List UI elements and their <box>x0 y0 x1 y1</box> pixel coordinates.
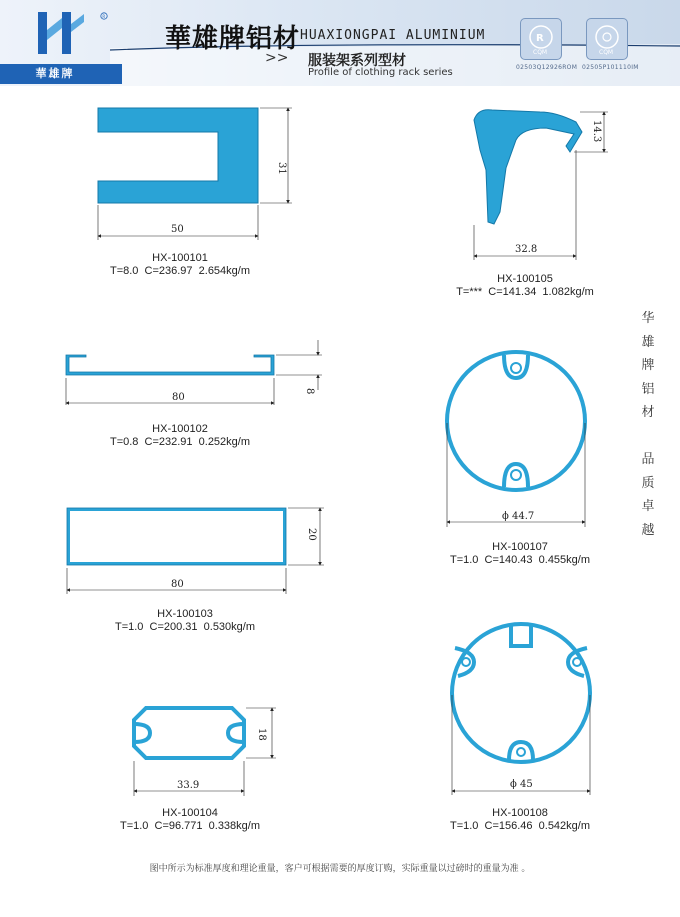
series-title-en: Profile of clothing rack series <box>308 67 453 78</box>
profile-hx-100108-shape <box>452 624 590 795</box>
profile-hx-100103-label <box>80 608 290 634</box>
side-char: 卓 <box>641 499 655 514</box>
spec-hx-100102: T=0.8 C=232.91 0.252kg/m <box>109 436 251 448</box>
side-char: 牌 <box>641 358 655 373</box>
dim-width-100103: 80 <box>171 579 184 590</box>
svg-text:CQM: CQM <box>533 49 548 56</box>
dim-height-100104: 18 <box>256 728 267 741</box>
dim-height-100103: 20 <box>306 528 317 541</box>
model-hx-100105: HX-100105 <box>497 273 553 285</box>
spec-hx-100104: T=1.0 C=96.771 0.338kg/m <box>119 820 261 832</box>
cert-code-2: 02505P101110IM <box>582 64 639 71</box>
svg-text:R: R <box>536 33 544 44</box>
side-char: 华 <box>641 311 655 326</box>
dim-diameter-100107: ϕ 44.7 <box>502 511 535 522</box>
profile-hx-100101-label <box>80 252 280 278</box>
side-slogan <box>638 307 658 542</box>
profile-hx-100108-label <box>410 807 630 833</box>
brand-title-en: HUAXIONGPAI ALUMINIUM <box>300 28 486 43</box>
spec-hx-100101: T=8.0 C=236.97 2.654kg/m <box>109 265 251 277</box>
side-char: 越 <box>641 522 655 538</box>
dim-width-100105: 32.8 <box>515 244 538 255</box>
profile-hx-100102-label <box>80 423 280 449</box>
model-hx-100104: HX-100104 <box>162 807 218 819</box>
dim-width-100104: 33.9 <box>177 780 200 791</box>
profile-hx-100107-shape <box>447 352 585 527</box>
spec-hx-100103: T=1.0 C=200.31 0.530kg/m <box>114 621 256 633</box>
footnote: 图中所示为标准厚度和理论重量，客户可根据需要的厚度订购，实际重量以过磅时的重量为准 。 <box>149 864 531 874</box>
brand-title-cn: 華雄牌铝材 <box>165 24 301 54</box>
dim-width-100101: 50 <box>171 224 184 235</box>
svg-text:CQM: CQM <box>599 49 614 56</box>
profile-hx-100104-label <box>85 807 295 833</box>
dim-height-100101: 31 <box>276 162 287 175</box>
logo-brand-name: 華雄牌 <box>35 67 75 80</box>
profile-hx-100102-shape <box>66 340 322 405</box>
model-hx-100103: HX-100103 <box>157 608 213 620</box>
cert-code-1: 02503Q12926ROM <box>516 64 578 71</box>
spec-hx-100107: T=1.0 C=140.43 0.455kg/m <box>449 554 591 566</box>
profile-hx-100105-label <box>415 273 635 299</box>
model-hx-100107: HX-100107 <box>492 541 548 553</box>
profile-hx-100101-shape <box>98 108 292 240</box>
side-char: 材 <box>641 405 655 420</box>
profile-hx-100107-label <box>410 541 630 567</box>
profile-hx-100105-shape <box>474 110 608 260</box>
dim-height-100102: 8 <box>304 388 315 395</box>
side-char: 铝 <box>641 381 655 397</box>
svg-text:R: R <box>102 14 106 19</box>
spec-hx-100108: T=1.0 C=156.46 0.542kg/m <box>449 820 591 832</box>
spec-hx-100105: T=*** C=141.34 1.082kg/m <box>456 286 594 298</box>
dim-diameter-100108: ϕ 45 <box>510 779 533 790</box>
model-hx-100102: HX-100102 <box>152 423 208 435</box>
series-title-cn: 服装架系列型材 <box>308 53 406 69</box>
side-char: 雄 <box>641 334 655 350</box>
model-hx-100108: HX-100108 <box>492 807 548 819</box>
profile-hx-100103-shape <box>67 508 324 594</box>
dim-width-100102: 80 <box>172 392 185 403</box>
side-char: 品 <box>641 452 655 467</box>
series-arrow: >> <box>265 50 289 66</box>
dim-height-100105: 14.3 <box>591 120 602 143</box>
profile-hx-100104-shape <box>134 708 276 796</box>
side-char <box>638 425 658 449</box>
side-char: 质 <box>641 475 655 491</box>
model-hx-100101: HX-100101 <box>152 252 208 264</box>
